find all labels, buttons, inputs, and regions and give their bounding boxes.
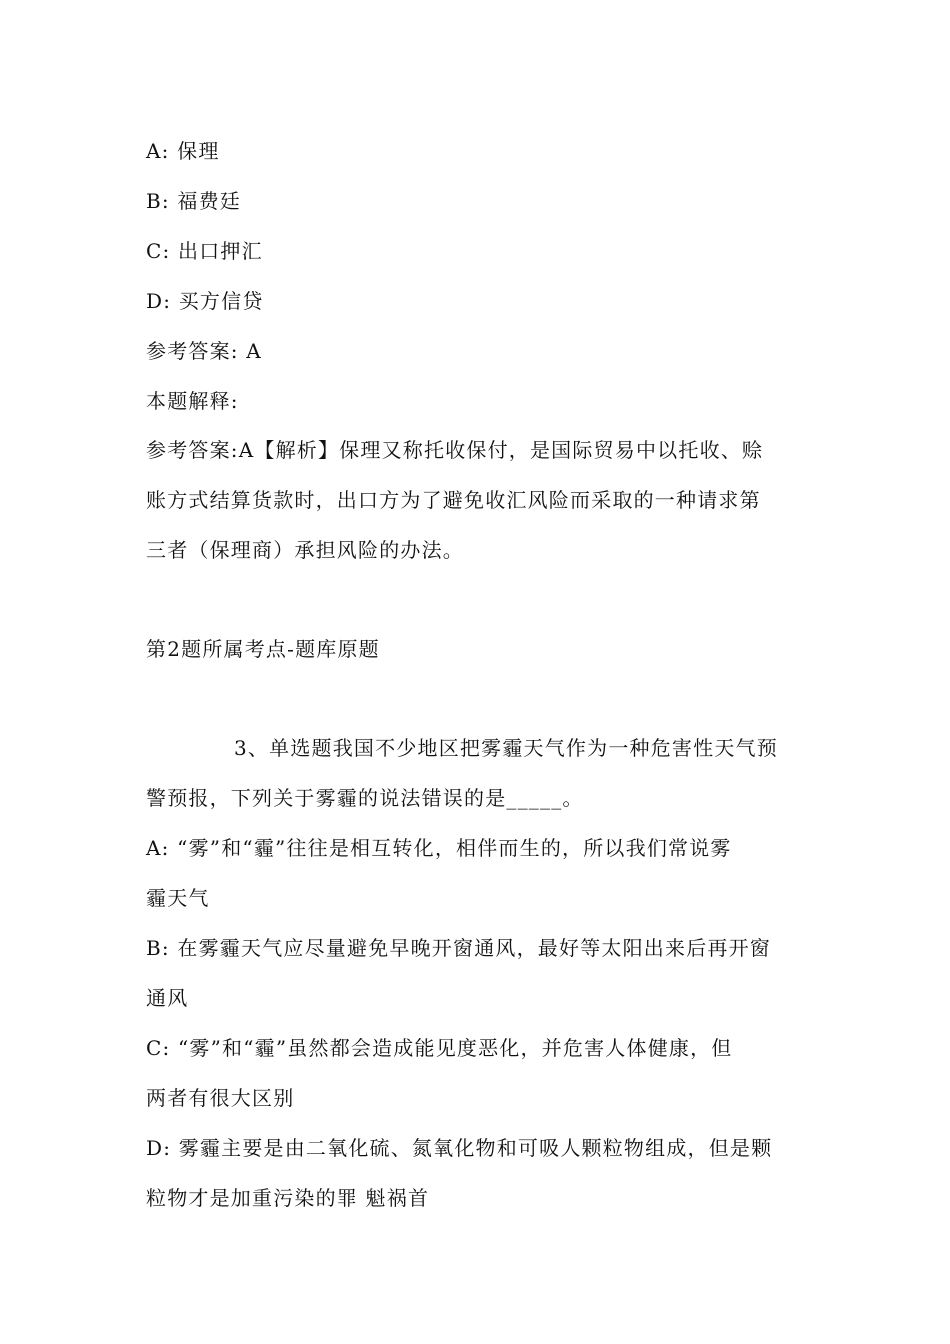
q3-stem-line: 3、单选题我国不少地区把雾霾天气作为一种危害性天气预: [234, 736, 778, 760]
q3-option-d-cont: 粒物才是加重污染的罪 魁祸首: [146, 1186, 430, 1210]
q2-explanation-line: 参考答案:A【解析】保理又称托收保付，是国际贸易中以托收、赊: [146, 438, 764, 462]
q3-option-d: D: 雾霾主要是由二氧化硫、氮氧化物和可吸人颗粒物组成，但是颗: [146, 1136, 773, 1160]
q3-option-c: C: “雾”和“霾”虽然都会造成能见度恶化，并危害人体健康，但: [146, 1036, 733, 1060]
q2-topic: 第2题所属考点-题库原题: [146, 637, 380, 661]
q3-option-b: B: 在雾霾天气应尽量避免早晚开窗通风，最好等太阳出来后再开窗: [146, 936, 771, 960]
q2-answer: 参考答案: A: [146, 339, 262, 363]
q2-option-b: B: 福费廷: [146, 189, 241, 213]
q3-option-b-cont: 通风: [146, 986, 189, 1010]
q3-option-c-cont: 两者有很大区别: [146, 1086, 295, 1110]
q3-option-a-cont: 霾天气: [146, 886, 210, 910]
q2-explanation-heading: 本题解释:: [146, 389, 239, 413]
q3-stem-line: 警预报，下列关于雾霾的说法错误的是_____。: [146, 786, 584, 810]
q2-explanation-line: 账方式结算货款时，出口方为了避免收汇风险而采取的一种请求第: [146, 488, 761, 512]
q2-option-a: A: 保理: [146, 139, 220, 163]
q3-option-a: A: “雾”和“霾”往往是相互转化，相伴而生的，所以我们常说雾: [146, 836, 732, 860]
q2-option-c: C: 出口押汇: [146, 239, 263, 263]
q2-explanation-line: 三者（保理商）承担风险的办法。: [146, 538, 464, 562]
q2-option-d: D: 买方信贷: [146, 289, 264, 313]
